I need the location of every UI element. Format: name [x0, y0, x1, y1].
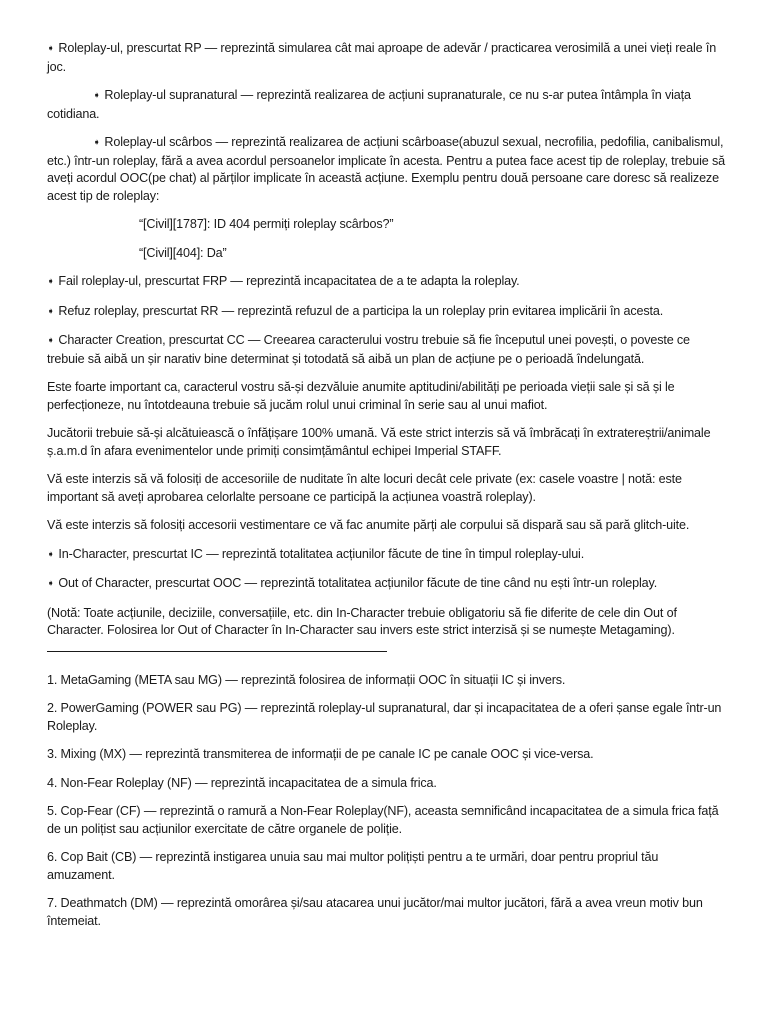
paragraph-aptitudini: Este foarte important ca, caracterul vostru să-și dezvăluie anumite aptitudini/abilități pe perioada vieții sale și să și le perfecționeze, nu întotdeauna trebuie să jucăm rolul unui criminal în serie sau al unui mafiot.	[47, 380, 675, 412]
arrow-bullet-icon: ➧	[47, 43, 55, 53]
example-quote-2: “[Civil][404]: Da”	[139, 245, 227, 260]
paragraph-roleplay	[47, 40, 727, 76]
horizontal-divider	[47, 651, 387, 652]
paragraph-nota: (Notă: Toate acțiunile, deciziile, conversațiile, etc. din In-Character trebuie obligatoriu să fie diferite de cele din Out of Character. Folosirea lor Out of Character în In-Character sau invers este strict interzisă și se numește Metagaming).	[47, 605, 677, 637]
paragraph-text: In-Character, prescurtat IC — reprezintă totalitatea acțiunilor făcute de tine în timpul roleplay-ului.	[58, 546, 585, 561]
rule-item: 7. Deathmatch (DM) — reprezintă omorârea și/sau atacarea unui jucător/mai multor jucători, fără a avea vreun motiv bun întemeiat.	[47, 896, 703, 928]
arrow-bullet-icon: ➧	[93, 90, 101, 100]
arrow-bullet-icon: ➧	[47, 578, 55, 588]
paragraph-text: Refuz roleplay, prescurtat RR — reprezintă refuzul de a participa la un roleplay prin evitarea implicării în acesta.	[58, 303, 664, 318]
paragraph-roleplay-supranatural	[47, 87, 727, 123]
arrow-bullet-icon: ➧	[47, 305, 55, 316]
rule-item: 4. Non-Fear Roleplay (NF) — reprezintă incapacitatea de a simula frica.	[47, 775, 437, 790]
rule-item: 6. Cop Bait (CB) — reprezintă instigarea unuia sau mai multor polițiști pentru a te urmări, doar pentru propriul tău amuzament.	[47, 850, 659, 882]
paragraph-text: Roleplay-ul scârbos — reprezintă realizarea de acțiuni scârboase(abuzul sexual, necrofilia, pedofilia, canibalismul, etc.) într-un roleplay, fără a avea acordul persoanelor implicate în acesta. Pentru a putea face acest tip de roleplay, trebuie să aveți acordul OOC(pe chat) al părților implicate în această acțiune. Exemplu pentru două persoane care doresc să realizeze acest tip de roleplay:	[47, 135, 725, 203]
rule-item: 2. PowerGaming (POWER sau PG) — reprezintă roleplay-ul supranatural, dar și incapacitatea de a oferi șanse egale într-un Roleplay.	[47, 701, 722, 733]
paragraph-accesorii-nuditate: Vă este interzis să vă folosiți de accesoriile de nuditate în alte locuri decât cele private (ex: casele voastre | notă: este important să aveți aprobarea celorlalte persoane ce participă la acțiunea voastră roleplay).	[47, 472, 682, 504]
paragraph-character-creation	[47, 332, 727, 368]
rule-item: 3. Mixing (MX) — reprezintă transmiterea de informații de pe canale IC pe canale OOC și vice-versa.	[47, 747, 594, 761]
arrow-bullet-icon: ➧	[47, 335, 55, 345]
paragraph-text: Out of Character, prescurtat OOC — reprezintă totalitatea acțiunilor făcute de tine când nu ești într-un roleplay.	[58, 576, 658, 590]
rule-item: 5. Cop-Fear (CF) — reprezintă o ramură a Non-Fear Roleplay(NF), aceasta semnificând incapacitatea de a simula frica față de un polițist sau acțiunilor exercitate de către organele de poliție.	[47, 804, 719, 836]
example-quote-1: “[Civil][1787]: ID 404 permiți roleplay scârbos?”	[139, 217, 394, 231]
paragraph-refuz-roleplay	[47, 303, 727, 322]
paragraph-out-of-character	[47, 575, 727, 594]
document-page	[47, 40, 727, 941]
paragraph-text: Character Creation, prescurtat CC — Creearea caracterului vostru trebuie să fie începutul unei povești, o poveste ce trebuie să aibă un șir narativ bine determinat și totodată să aibă un plan de acțiune pe o perioadă îndelungată.	[47, 333, 690, 366]
paragraph-text: Fail roleplay-ul, prescurtat FRP — reprezintă incapacitatea de a te adapta la roleplay.	[58, 274, 520, 288]
paragraph-roleplay-scarbos	[47, 134, 727, 205]
paragraph-accesorii-vestimentare: Vă este interzis să folosiți accesorii vestimentare ce vă fac anumite părți ale corpului să dispară sau să pară glitch-uite.	[47, 518, 690, 532]
arrow-bullet-icon: ➧	[47, 276, 55, 286]
arrow-bullet-icon: ➧	[93, 137, 101, 147]
paragraph-text: Roleplay-ul, prescurtat RP — reprezintă simularea cât mai aproape de adevăr / practicarea verosimilă a unei vieți reale în joc.	[47, 41, 717, 74]
paragraph-in-character	[47, 546, 727, 565]
paragraph-infatisare: Jucătorii trebuie să-și alcătuiească o înfățișare 100% umană. Vă este strict interzis să vă îmbrăcați în extratereștrii/animale ș.a.m.d în afara evenimentelor unde primiți consimțământul echipei Imperial STAFF.	[47, 426, 711, 458]
paragraph-fail-roleplay	[47, 273, 727, 292]
arrow-bullet-icon: ➧	[47, 548, 55, 559]
paragraph-text: Roleplay-ul supranatural — reprezintă realizarea de acțiuni supranaturale, ce nu s-ar putea întâmpla în viața cotidiana.	[47, 88, 691, 121]
rule-item: 1. MetaGaming (META sau MG) — reprezintă folosirea de informații OOC în situații IC și invers.	[47, 672, 566, 687]
